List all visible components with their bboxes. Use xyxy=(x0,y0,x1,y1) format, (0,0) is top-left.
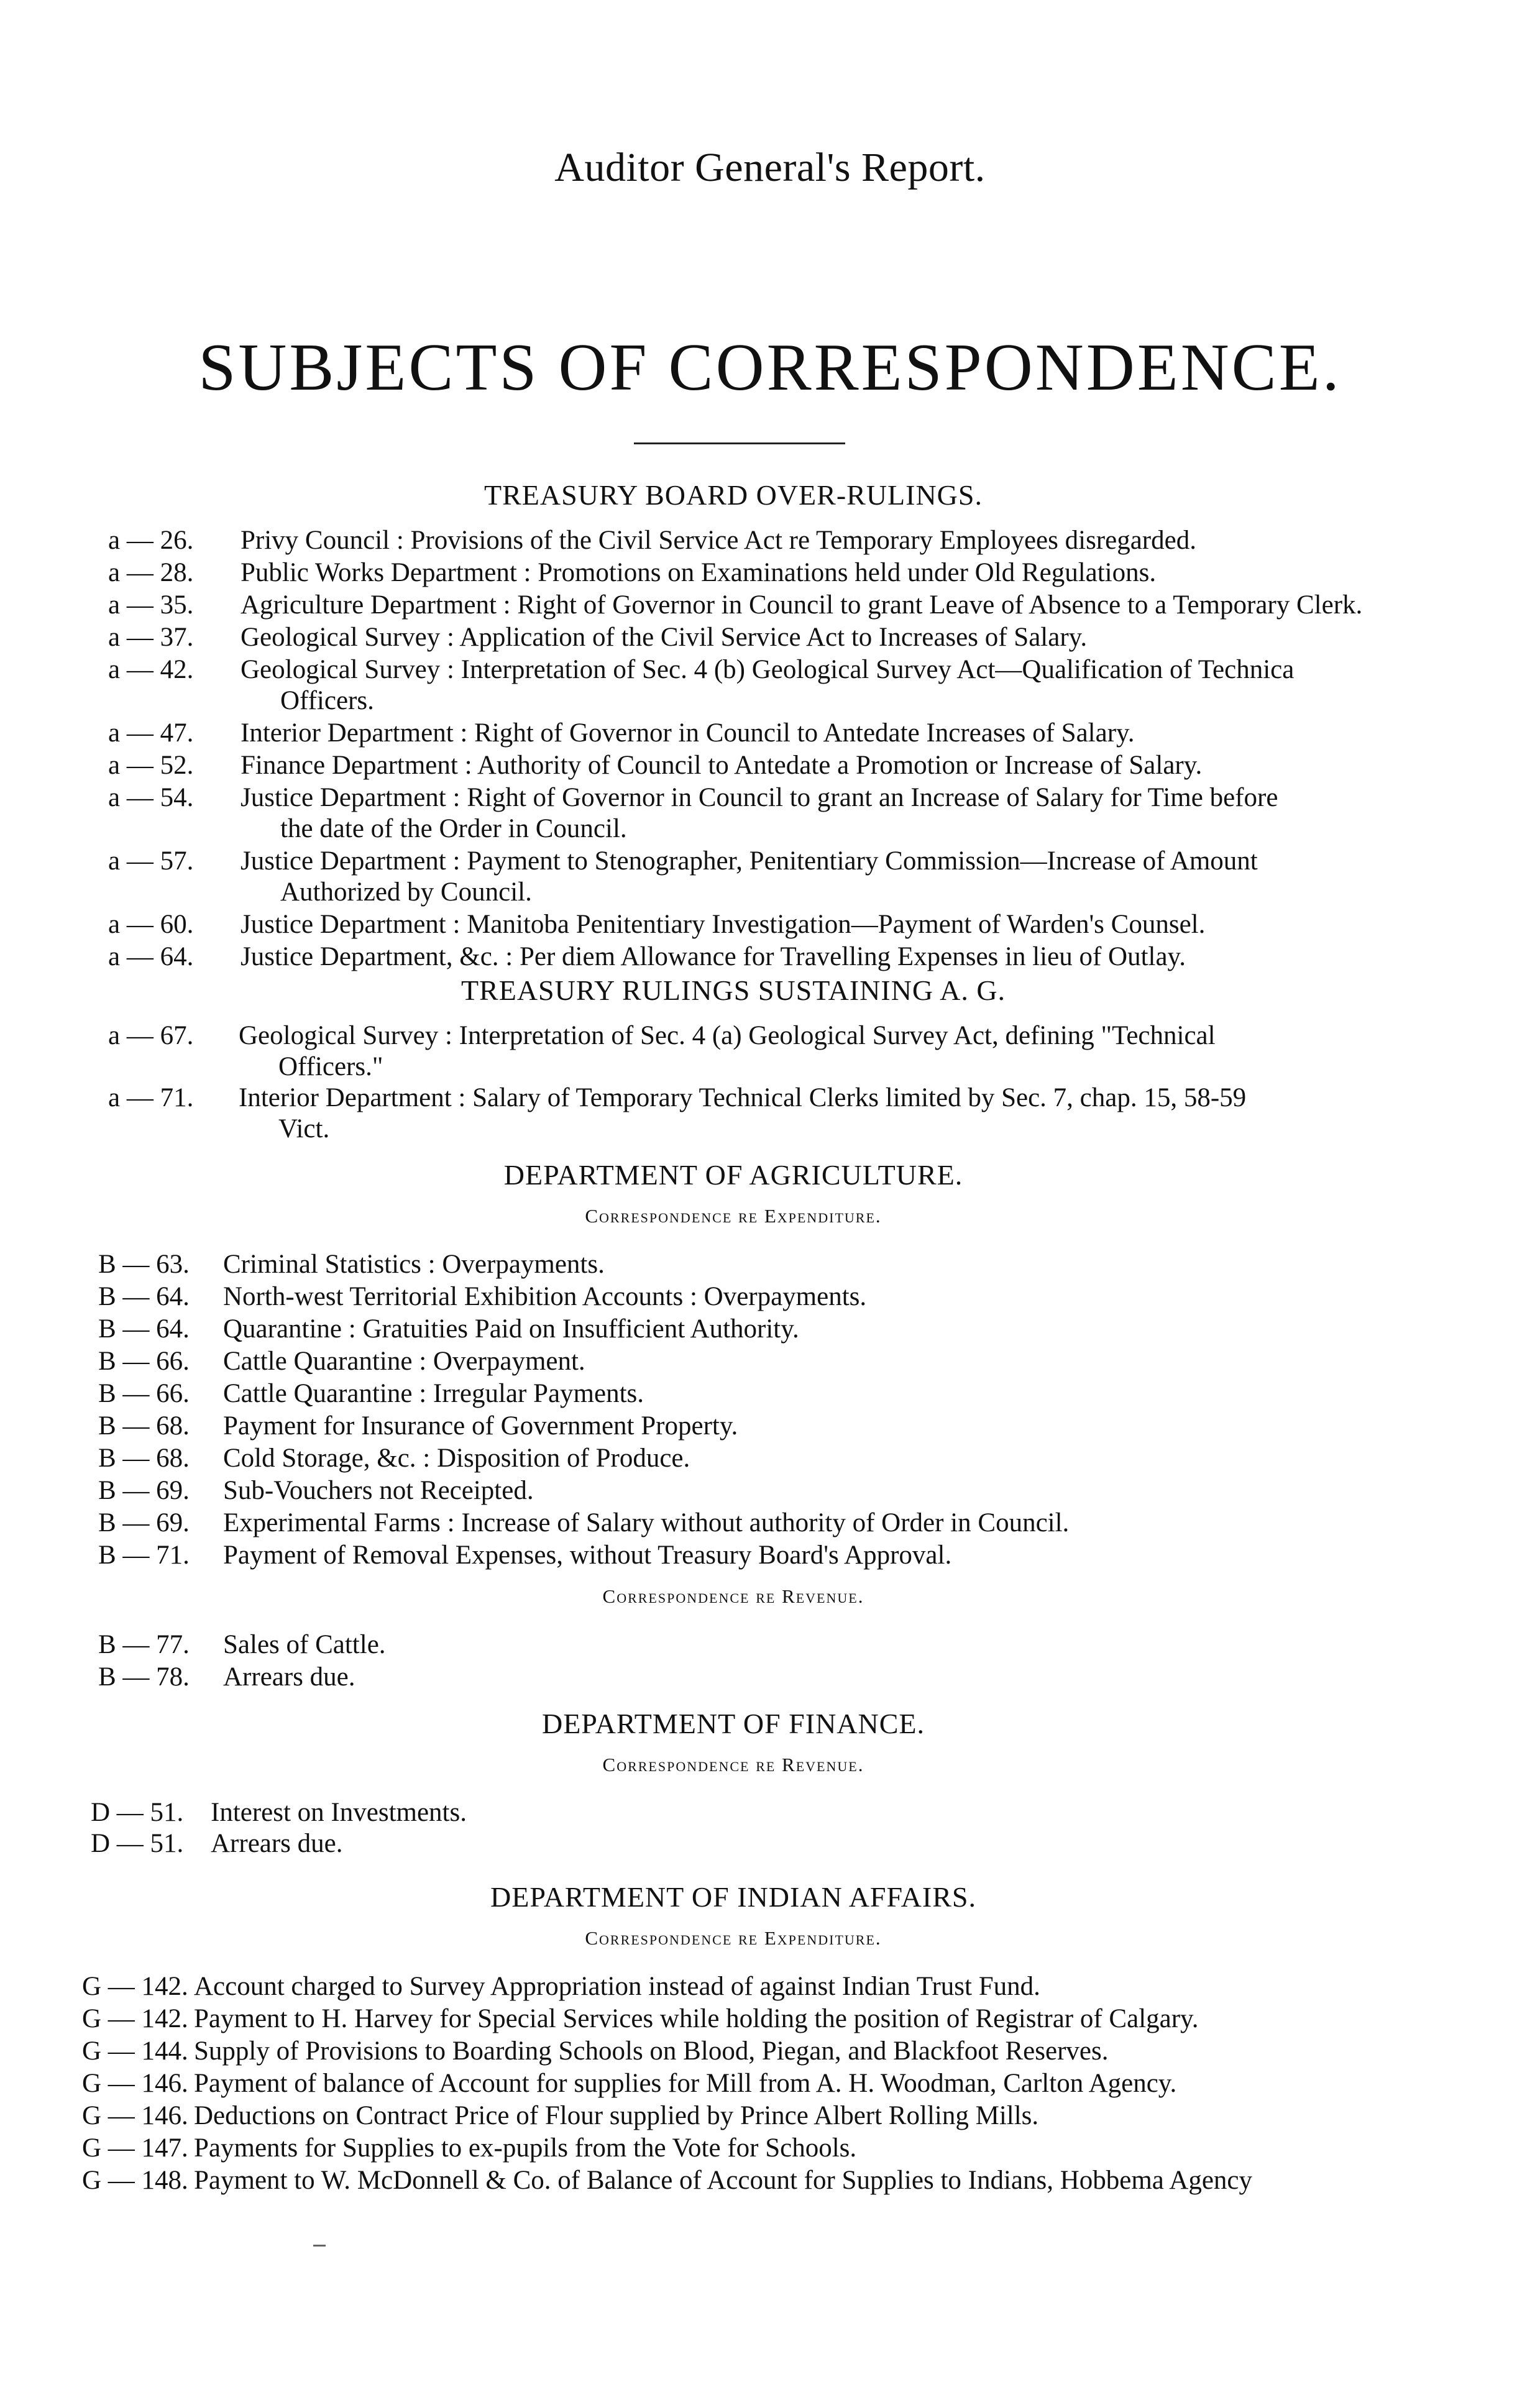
entry-ref: B — 68. xyxy=(98,1444,190,1473)
entry-ref: B — 68. xyxy=(98,1411,190,1441)
entry-text: Justice Department : Manitoba Penitentiary Investigation—Payment of Warden's Counsel. xyxy=(241,910,1206,939)
entry-ref: B — 77. xyxy=(98,1630,190,1659)
entry-ref: a — 37. xyxy=(108,623,194,652)
list-item xyxy=(75,1345,1367,1378)
entry-text: Geological Survey : Interpretation of Sec. 4 (a) Geological Survey Act, defining "Technical xyxy=(239,1021,1216,1050)
entry-text: Interior Department : Right of Governor in Council to Antedate Increases of Salary. xyxy=(241,718,1135,748)
list-item xyxy=(75,1971,1367,2003)
list-item xyxy=(75,941,1367,973)
entry-text: Payment for Insurance of Government Property. xyxy=(223,1411,738,1441)
entry-text: Arrears due. xyxy=(223,1662,355,1692)
entry-text: Cattle Quarantine : Overpayment. xyxy=(223,1347,585,1376)
entry-text: Payments for Supplies to ex-pupils from the Vote for Schools. xyxy=(194,2133,857,2163)
page-end-mark xyxy=(313,2245,326,2247)
section-heading-finance: DEPARTMENT OF FINANCE. xyxy=(541,1708,925,1739)
entry-text: Cold Storage, &c. : Disposition of Produce. xyxy=(223,1444,690,1473)
entry-ref: a — 54. xyxy=(108,783,194,812)
list-item xyxy=(75,1661,1367,1693)
list-item xyxy=(75,590,1367,621)
list-item xyxy=(75,1475,1367,1507)
entry-text: Agriculture Department : Right of Governor in Council to grant Leave of Absence to a Temporary Clerk. xyxy=(241,590,1363,620)
section-heading-agriculture: DEPARTMENT OF AGRICULTURE. xyxy=(503,1159,963,1191)
entry-text-continuation: Officers. xyxy=(280,686,374,715)
list-item xyxy=(75,718,1367,749)
list-item xyxy=(75,750,1367,781)
entry-ref: a — 57. xyxy=(108,846,194,876)
subheading-agriculture-revenue: Correspondence re Revenue. xyxy=(602,1585,864,1607)
entry-ref: D — 51. xyxy=(91,1829,184,1858)
entry-text: North-west Territorial Exhibition Accounts : Overpayments. xyxy=(223,1282,867,1311)
entry-ref: a — 67. xyxy=(108,1021,194,1050)
subheading-finance-revenue: Correspondence re Revenue. xyxy=(602,1754,864,1775)
entry-ref: D — 51. xyxy=(91,1798,184,1827)
list-item xyxy=(75,2132,1367,2164)
entry-text-continuation: Authorized by Council. xyxy=(280,877,532,907)
list-item xyxy=(75,2003,1367,2035)
list-item xyxy=(75,782,1367,845)
list-item xyxy=(75,1828,1367,1859)
entry-ref: a — 42. xyxy=(108,655,194,684)
entry-text: Cattle Quarantine : Irregular Payments. xyxy=(223,1379,644,1408)
entry-ref: a — 35. xyxy=(108,590,194,620)
entry-ref: B — 64. xyxy=(98,1314,190,1344)
entry-text: Payment to W. McDonnell & Co. of Balance of Account for Supplies to Indians, Hobbema Agency xyxy=(194,2166,1252,2195)
list-item xyxy=(75,1442,1367,1475)
list-item xyxy=(75,2068,1367,2100)
entry-text: Privy Council : Provisions of the Civil Service Act re Temporary Employees disregarded. xyxy=(241,526,1196,555)
agriculture-revenue-list xyxy=(75,1629,1367,1693)
entry-ref: a — 26. xyxy=(108,526,194,555)
entry-ref: G — 147. xyxy=(82,2133,188,2163)
entry-text: Justice Department : Payment to Stenographer, Penitentiary Commission—Increase of Amount xyxy=(241,846,1258,876)
list-item xyxy=(75,1378,1367,1410)
entry-text: Justice Department : Right of Governor in Council to grant an Increase of Salary for Time before xyxy=(241,783,1278,812)
list-item xyxy=(75,1248,1367,1281)
entry-ref: a — 64. xyxy=(108,942,194,971)
entry-text: Sales of Cattle. xyxy=(223,1630,386,1659)
finance-revenue-list xyxy=(75,1797,1367,1859)
entry-text: Payment of Removal Expenses, without Treasury Board's Approval. xyxy=(223,1541,952,1570)
page-title: SUBJECTS OF CORRESPONDENCE. xyxy=(198,331,1342,405)
list-item xyxy=(75,1083,1367,1145)
list-item xyxy=(75,2164,1367,2197)
list-item xyxy=(75,525,1367,556)
list-item xyxy=(75,1020,1367,1083)
entry-text: Criminal Statistics : Overpayments. xyxy=(223,1250,605,1279)
list-item xyxy=(75,2100,1367,2132)
entry-ref: G — 146. xyxy=(82,2101,188,2130)
entry-ref: B — 63. xyxy=(98,1250,190,1279)
entry-text: Sub-Vouchers not Receipted. xyxy=(223,1476,534,1505)
subheading-indian-affairs-expenditure: Correspondence re Expenditure. xyxy=(585,1927,882,1949)
list-item xyxy=(75,846,1367,908)
list-item xyxy=(75,1629,1367,1661)
entry-ref: G — 142. xyxy=(82,2004,188,2033)
entry-ref: B — 69. xyxy=(98,1508,190,1537)
entry-text: Supply of Provisions to Boarding Schools on Blood, Piegan, and Blackfoot Reserves. xyxy=(194,2036,1109,2066)
title-rule-divider xyxy=(634,442,845,444)
entry-text-continuation: the date of the Order in Council. xyxy=(280,814,627,843)
entry-ref: B — 64. xyxy=(98,1282,190,1311)
indian-affairs-expenditure-list xyxy=(75,1971,1367,2197)
entry-text: Interior Department : Salary of Temporary Technical Clerks limited by Sec. 7, chap. 15, 58-59 xyxy=(239,1083,1247,1112)
entry-text: Payment of balance of Account for supplies for Mill from A. H. Woodman, Carlton Agency. xyxy=(194,2069,1177,2098)
running-head: Auditor General's Report. xyxy=(554,145,986,190)
section-heading-treasury-sustaining: TREASURY RULINGS SUSTAINING A. G. xyxy=(461,974,1006,1006)
entry-ref: B — 66. xyxy=(98,1379,190,1408)
entry-text: Interest on Investments. xyxy=(211,1798,467,1827)
entry-text: Finance Department : Authority of Council to Antedate a Promotion or Increase of Salary. xyxy=(241,751,1203,780)
entry-text: Justice Department, &c. : Per diem Allowance for Travelling Expenses in lieu of Outlay. xyxy=(241,942,1186,971)
entry-ref: B — 71. xyxy=(98,1541,190,1570)
entry-text: Arrears due. xyxy=(211,1829,343,1858)
treasury-overrulings-list xyxy=(75,525,1367,973)
entry-text-continuation: Officers." xyxy=(278,1052,383,1081)
subheading-agriculture-expenditure: Correspondence re Expenditure. xyxy=(585,1205,882,1227)
agriculture-expenditure-list xyxy=(75,1248,1367,1572)
list-item xyxy=(75,2035,1367,2068)
entry-ref: a — 28. xyxy=(108,558,194,587)
list-item xyxy=(75,1539,1367,1572)
treasury-sustaining-list xyxy=(75,1020,1367,1145)
entry-text-continuation: Vict. xyxy=(278,1114,330,1143)
list-item xyxy=(75,1281,1367,1313)
entry-ref: G — 148. xyxy=(82,2166,188,2195)
entry-ref: G — 142. xyxy=(82,1972,188,2001)
content-flow xyxy=(75,479,1367,2197)
list-item xyxy=(75,557,1367,589)
list-item xyxy=(75,1313,1367,1345)
entry-text: Experimental Farms : Increase of Salary without authority of Order in Council. xyxy=(223,1508,1070,1537)
list-item xyxy=(75,909,1367,940)
list-item xyxy=(75,654,1367,717)
list-item xyxy=(75,622,1367,653)
entry-ref: B — 78. xyxy=(98,1662,190,1692)
entry-ref: G — 144. xyxy=(82,2036,188,2066)
entry-ref: a — 47. xyxy=(108,718,194,748)
entry-text: Payment to H. Harvey for Special Services while holding the position of Registrar of Calgary. xyxy=(194,2004,1199,2033)
section-heading-treasury-overrulings: TREASURY BOARD OVER-RULINGS. xyxy=(484,479,983,511)
entry-text: Quarantine : Gratuities Paid on Insufficient Authority. xyxy=(223,1314,799,1344)
entry-text: Geological Survey : Interpretation of Sec. 4 (b) Geological Survey Act—Qualification of Technica xyxy=(241,655,1295,684)
entry-ref: B — 66. xyxy=(98,1347,190,1376)
entry-ref: a — 60. xyxy=(108,910,194,939)
entry-ref: G — 146. xyxy=(82,2069,188,2098)
entry-text: Public Works Department : Promotions on Examinations held under Old Regulations. xyxy=(241,558,1157,587)
list-item xyxy=(75,1410,1367,1442)
entry-text: Account charged to Survey Appropriation instead of against Indian Trust Fund. xyxy=(194,1972,1040,2001)
entry-ref: a — 52. xyxy=(108,751,194,780)
section-heading-indian-affairs: DEPARTMENT OF INDIAN AFFAIRS. xyxy=(490,1881,976,1913)
entry-text: Geological Survey : Application of the Civil Service Act to Increases of Salary. xyxy=(241,623,1088,652)
list-item xyxy=(75,1797,1367,1828)
entry-ref: B — 69. xyxy=(98,1476,190,1505)
list-item xyxy=(75,1507,1367,1539)
entry-text: Deductions on Contract Price of Flour supplied by Prince Albert Rolling Mills. xyxy=(194,2101,1039,2130)
entry-ref: a — 71. xyxy=(108,1083,194,1112)
